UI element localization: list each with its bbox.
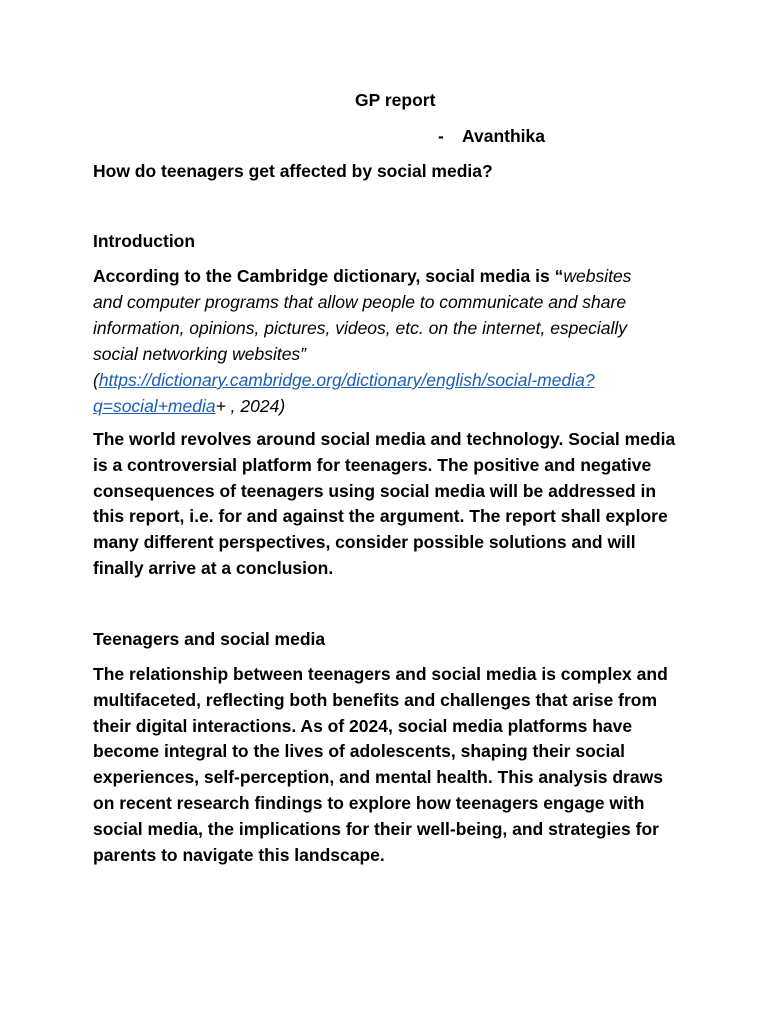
citation-line-2 <box>93 393 683 419</box>
author-dash: - <box>438 126 444 146</box>
author-name: Avanthika <box>462 126 545 146</box>
citation-link-part-1[interactable]: https://dictionary.cambridge.org/dictionary/english/social-media? <box>98 370 595 390</box>
definition-line-2: and computer programs that allow people to communicate and share <box>93 292 627 312</box>
section-heading-teenagers: Teenagers and social media <box>93 629 326 649</box>
citation-open: ( <box>93 370 99 390</box>
research-question: How do teenagers get affected by social media? <box>93 161 493 181</box>
citation-line-1 <box>93 367 683 393</box>
definition-lead: According to the Cambridge dictionary, social media is “ <box>93 266 564 286</box>
introduction-paragraph: The world revolves around social media and technology. Social media is a controversial platform for teenagers. The positive and negative consequences of teenagers using social media will be addressed in this report, i.e. for and against the argument. The report shall explore many different perspectives, consider possible solutions and will finally arrive at a conclusion. <box>93 429 676 578</box>
teenagers-paragraph: The relationship between teenagers and social media is complex and multifaceted, reflecting both benefits and challenges that arise from their digital interactions. As of 2024, social media platforms have become integral to the lives of adolescents, shaping their social experiences, self-perception, and mental health. This analysis draws on recent research findings to explore how teenagers engage with social media, the implications for their well-being, and strategies for parents to navigate this landscape. <box>93 664 668 865</box>
citation-tail: + , 2024) <box>215 396 286 416</box>
definition-line-3: information, opinions, pictures, videos, etc. on the internet, especially <box>93 318 628 338</box>
citation-link-part-2[interactable]: q=social+media <box>93 396 216 416</box>
report-title: GP report <box>355 90 436 110</box>
introduction-heading: Introduction <box>93 231 196 251</box>
author-line <box>438 123 545 149</box>
definition-line-4: social networking websites” <box>93 344 307 364</box>
definition-line-1 <box>93 263 683 289</box>
definition-text-1: websites <box>563 266 632 286</box>
